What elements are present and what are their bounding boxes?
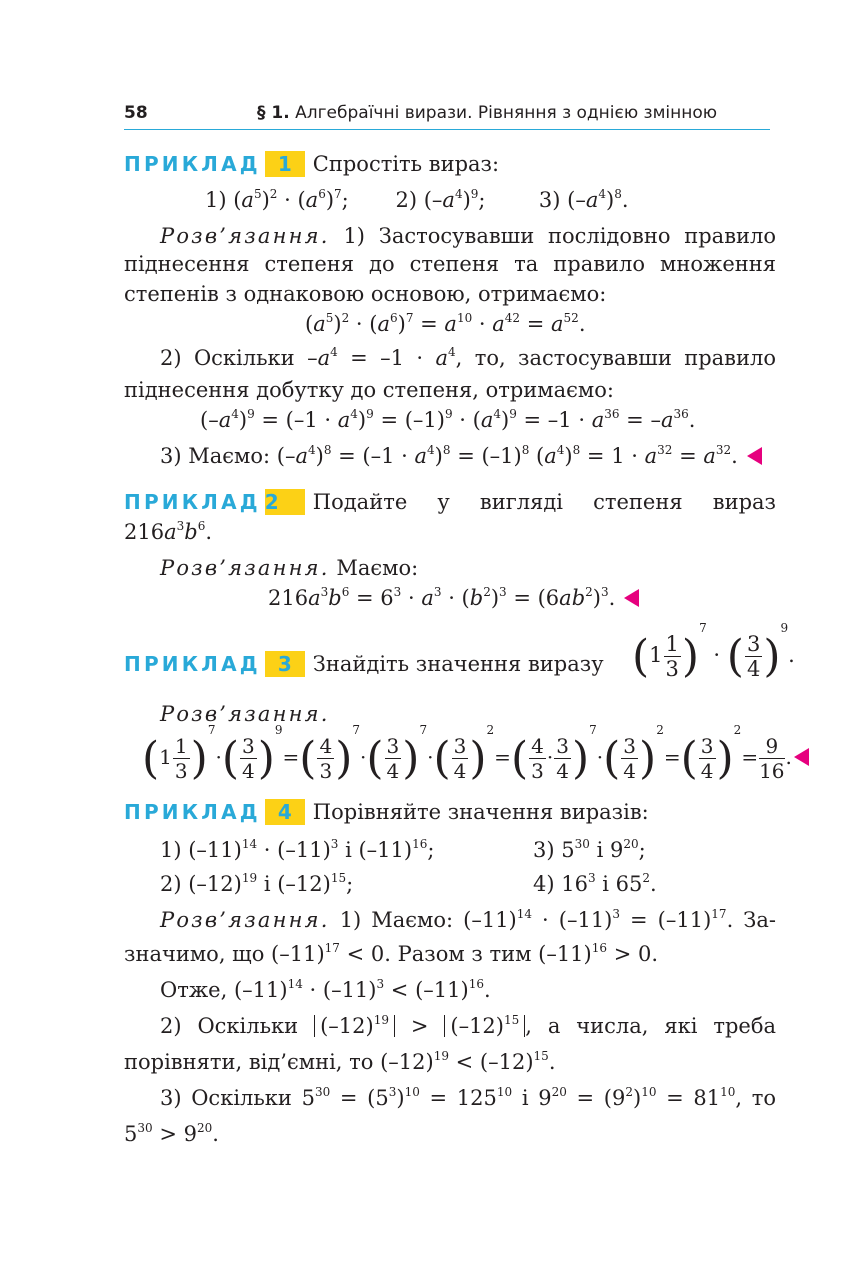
text-line: значимо, що $(-11)^{17} < 0$. Разом з тим $(-11)^{16} > 0$. xyxy=(124,941,659,966)
text-line: Отже, $(-11)^{14} \cdot (-11)^3 < (-11)^{16}$. xyxy=(160,977,491,1002)
solution-label: Розв’язання. Маємо: xyxy=(160,556,419,580)
example-3-heading: ПРИКЛАД 3 Знайдіть значення виразу xyxy=(124,652,604,676)
text-line: Розв’язання. 1) Маємо: $(-11)^{14} \cdot (-11)^3 = (-11)^{17}$. За- xyxy=(160,907,776,932)
text-line: 2) Оскільки $-a^4 = -1 \cdot a^4$, то, застосувавши правило xyxy=(160,345,776,370)
example-number: 3 xyxy=(265,651,305,677)
task-item: 2) $(-12)^{19}$ і $(-12)^{15}$; xyxy=(160,871,354,896)
example-1-tasks: 1) $(a^5)^2 \cdot (a^6)^7$; 2) $(-a^4)^9$; 3) $(-a^4)^8$. xyxy=(205,187,629,212)
text-line: степенів з однаковою основою, отримаємо: xyxy=(124,282,607,306)
formula: $(-a^4)^9 = (-1 \cdot a^4)^9 = (-1)^9 \cdot (a^4)^9 = -1 \cdot a^{36} = -a^{36}$. xyxy=(200,407,696,432)
text-line: 2) Оскільки $(-12)^{19} > (-12)^{15}$ , а числа, які треба xyxy=(160,1013,776,1038)
example-number: 1 xyxy=(265,151,305,177)
formula: (1 $\frac{1}{3}$ )$^7$·( $\frac{3}{4}$ )$^9$=( $\frac{4}{3}$ )$^7$·( $\frac{3}{4}$ )$^7$·( $\frac{3}{4}$ )$^2$=( $\frac{4}{3}$ · $\frac{3}{4}$ )$^7$·( $\frac{3}{4}$ )$^2$=( $\frac{3}{4}$ )$^2$= $\frac{9}{16}$ . xyxy=(142,730,809,784)
example-1-solution-line-1: Розв’язання. 1) Застосувавши послідовно правило xyxy=(160,224,776,248)
text-line: порівняти, від’ємні, то $(-12)^{19} < (-12)^{15}$. xyxy=(124,1049,556,1074)
text-line: піднесення степеня до степеня та правило множення xyxy=(124,252,776,276)
formula: 3) Маємо: $(-a^4)^8 = (-1 \cdot a^4)^8 = (-1)^8$ $(a^4)^8 = 1 \cdot a^{32} = a^{32}$. xyxy=(160,442,762,470)
text-line: піднесення добутку до степеня, отримаємо: xyxy=(124,378,614,402)
page-header xyxy=(124,101,770,130)
example-4-heading: ПРИКЛАД 4 Порівняйте значення виразів: xyxy=(124,800,649,824)
text-line: 3) Оскільки $5^{30} = (5^3)^{10} = 125^{10}$ і $9^{20} = (9^2)^{10} = 81^{10}$, то xyxy=(160,1085,777,1110)
formula: $216a^3b^6 = 6^3 \cdot a^3 \cdot (b^2)^3 = (6ab^2)^3$. xyxy=(268,584,639,612)
solution-label: Розв’язання. xyxy=(160,702,330,726)
task-item: 3) $5^{30}$ і $9^{20}$; xyxy=(533,837,646,862)
example-2-heading: ПРИКЛАД 2 Подайте у вигляді степеня вираз xyxy=(124,490,776,514)
page-number: 58 xyxy=(124,103,148,123)
example-1-heading: ПРИКЛАД 1 Спростіть вираз: xyxy=(124,152,500,176)
section-title: § 1. Алгебраїчні вирази. Рівняння з однією змінною xyxy=(257,103,718,123)
example-number: 4 xyxy=(265,799,305,825)
triangle-left-icon xyxy=(624,589,639,607)
task-item: 1) $(-11)^{14} \cdot (-11)^3$ і $(-11)^{16}$; xyxy=(160,837,435,862)
formula: $(a^5)^2 \cdot (a^6)^7 = a^{10} \cdot a^{42} = a^{52}$. xyxy=(305,311,586,336)
triangle-left-icon xyxy=(747,447,762,465)
example-number: 2 xyxy=(265,489,305,515)
task-item: 4) $16^3$ і $65^2$. xyxy=(533,871,657,896)
formula: $216a^3b^6$. xyxy=(124,519,213,544)
triangle-left-icon xyxy=(794,748,809,766)
formula: (1 $\frac{1}{3}$ )$^7$ · ( $\frac{3}{4}$ )$^9$. xyxy=(632,621,795,682)
formula: $5^{30} > 9^{20}$. xyxy=(124,1121,219,1146)
